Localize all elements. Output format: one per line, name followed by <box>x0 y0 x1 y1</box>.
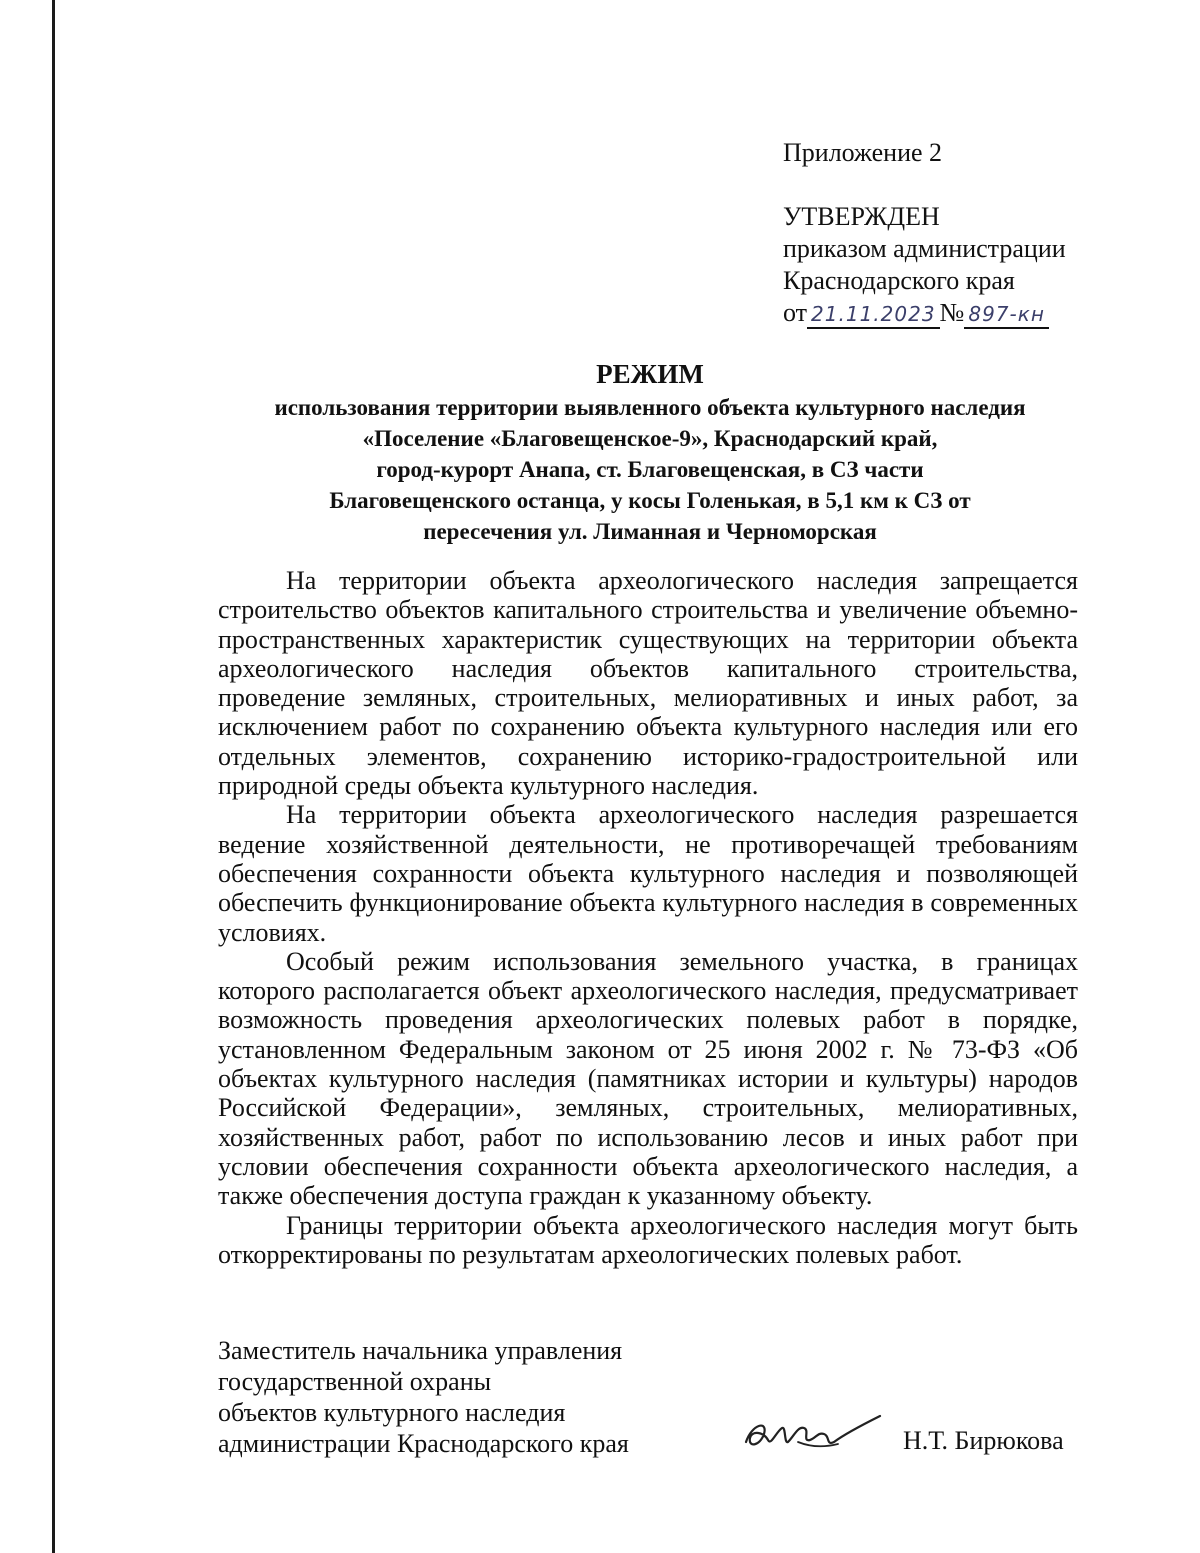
paragraph-permissions: На территории объекта археологического наследия разрешается ведение хозяйственной деятельности, не противоречащей требованиям обеспечения сохранности объекта культурного наследия и позволяющей обеспечить функционирование объекта культурного наследия в современных условиях. <box>218 800 1078 947</box>
title-line-2: «Поселение «Благовещенское-9», Краснодарский край, <box>362 426 938 451</box>
approved-by-line2: Краснодарского края <box>783 266 1015 295</box>
order-date-line <box>783 297 1066 329</box>
approved-label: УТВЕРЖДЕН <box>783 202 940 231</box>
order-number: 897-кн <box>964 301 1049 329</box>
paragraph-special-regime: Особый режим использования земельного участка, в границах которого располагается объект археологического наследия, предусматривает возможность проведения археологических полевых работ в порядке, установленном Федеральным законом от 25 июня 2002 г. № 73-ФЗ «Об объектах культурного наследия (памятниках истории и культуры) народов Российской Федерации», земляных, строительных, мелиоративных, хозяйственных работ, работ по использованию лесов и иных работ при условии обеспечения сохранности объекта археологического наследия, а также обеспечения доступа граждан к указанному объекту. <box>218 946 1078 1211</box>
handwritten-signature <box>738 1402 888 1462</box>
paragraph-prohibitions: На территории объекта археологического наследия запрещается строительство объектов капитального строительства и увеличение объемно-пространственных характеристик существующих на территории объекта археологического наследия объектов капитального строительства, проведение земляных, строительных, мелиоративных и иных работ, за исключением работ по сохранению объекта культурного наследия или его отдельных элементов, сохранению историко-градостроительной или природной среды объекта культурного наследия. <box>218 566 1078 801</box>
position-line-3: объектов культурного наследия <box>218 1398 566 1427</box>
position-line-1: Заместитель начальника управления <box>218 1336 623 1365</box>
position-line-2: государственной охраны <box>218 1367 492 1396</box>
signer-name: Н.Т. Бирюкова <box>903 1426 1064 1455</box>
approved-by-line1: приказом администрации <box>783 234 1066 263</box>
title-main: РЕЖИМ <box>596 359 704 389</box>
paragraph-boundaries: Границы территории объекта археологического наследия могут быть откорректированы по результатам археологических полевых работ. <box>218 1210 1078 1269</box>
approval-block <box>783 201 1066 329</box>
order-date: 21.11.2023 <box>807 301 940 329</box>
position-line-4: администрации Краснодарского края <box>218 1429 629 1458</box>
document-title <box>120 356 1180 547</box>
date-prefix: от <box>783 298 808 327</box>
signatory-position <box>218 1335 629 1459</box>
number-prefix: № <box>939 298 965 327</box>
title-line-3: город-курорт Анапа, ст. Благовещенская, в СЗ части <box>376 457 924 482</box>
scan-edge-line <box>52 0 55 1553</box>
title-line-1: использования территории выявленного объекта культурного наследия <box>274 395 1026 420</box>
appendix-label: Приложение 2 <box>783 138 943 167</box>
title-line-4: Благовещенского останца, у косы Голенькая, в 5,1 км к СЗ от <box>329 488 971 513</box>
title-line-5: пересечения ул. Лиманная и Черноморская <box>423 519 877 544</box>
document-body <box>218 566 1078 1269</box>
